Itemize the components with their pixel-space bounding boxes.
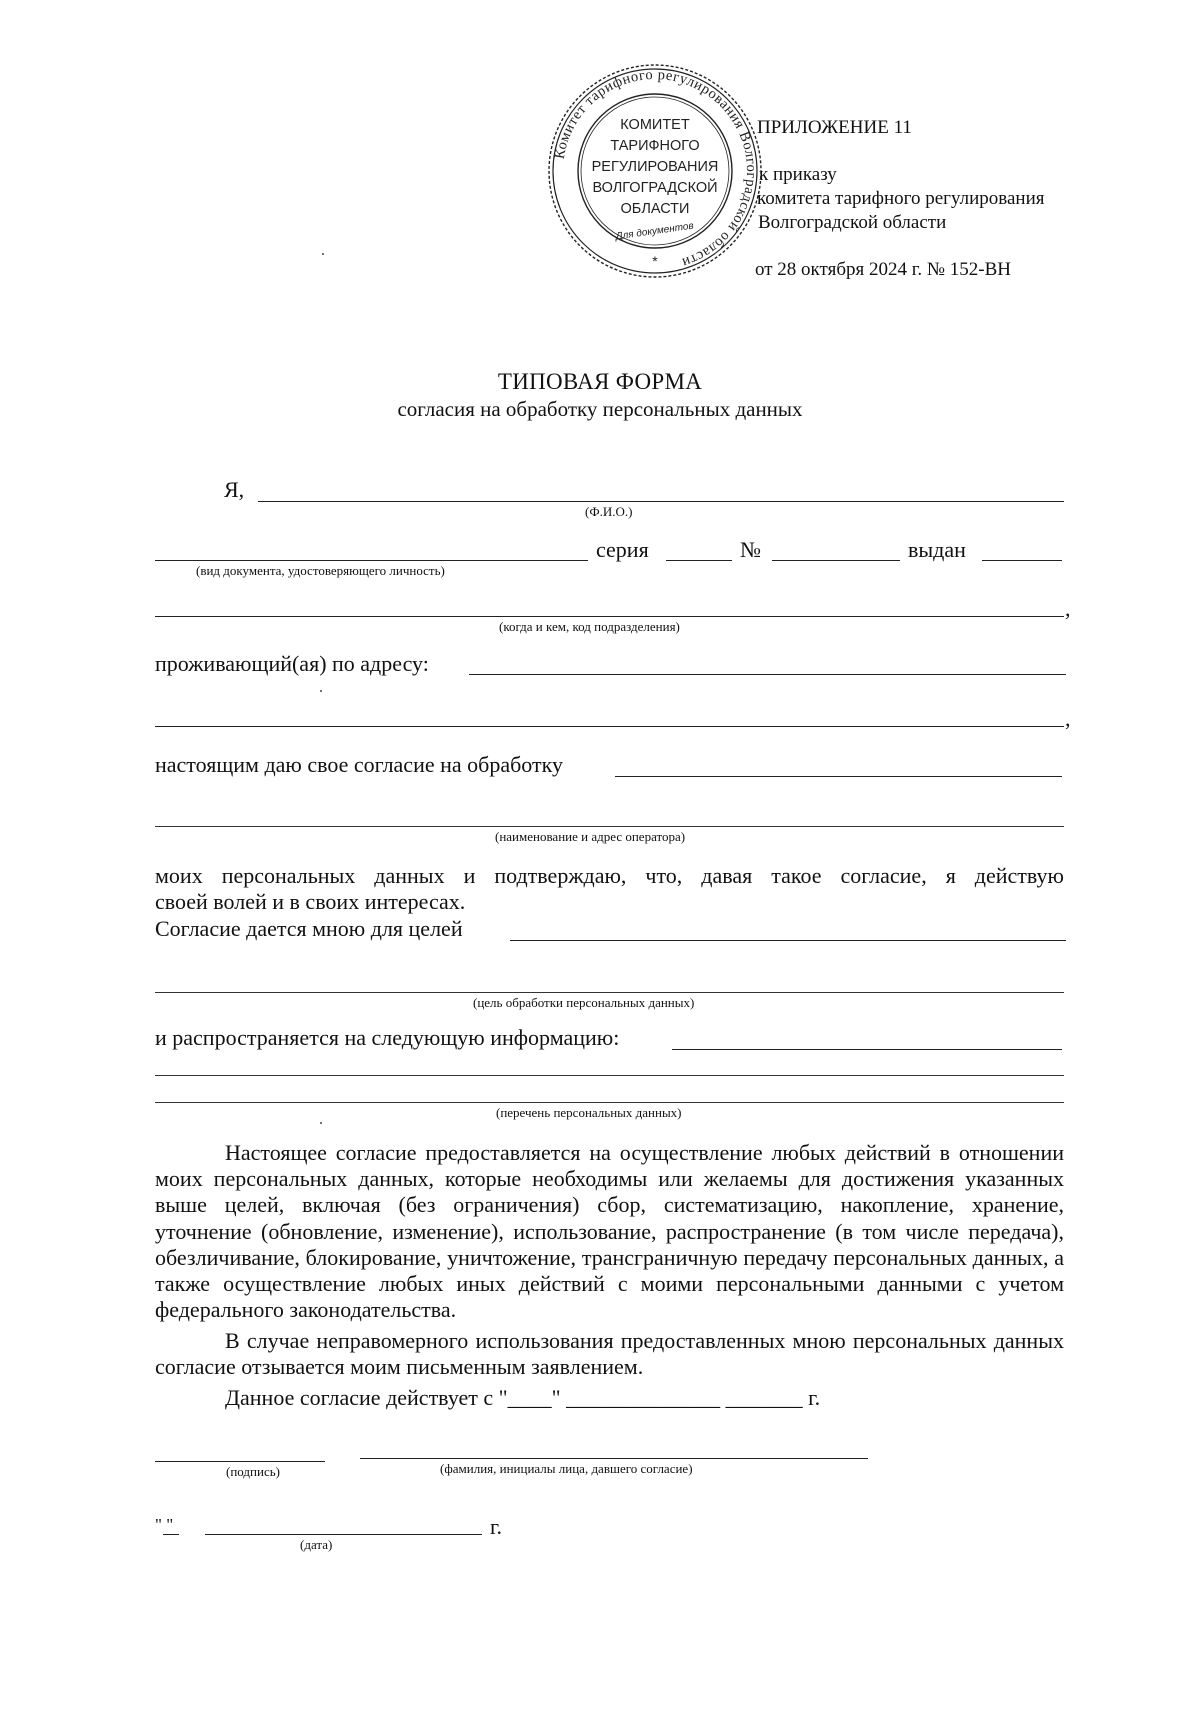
seal-bottom-label: Для документов [615,220,695,243]
seal-line-1: КОМИТЕТ [620,117,690,133]
fullname-field[interactable] [360,1458,868,1459]
number-label: № [740,537,761,562]
order-date-number: от 28 октября 2024 г. № 152-ВН [755,259,1011,280]
series-field[interactable] [666,560,732,561]
issued-by-field[interactable] [155,616,1064,617]
info-field-3[interactable] [155,1102,1064,1103]
document-title: ТИПОВАЯ ФОРМА [497,369,703,394]
date-day-field[interactable] [163,1534,179,1535]
scan-speck [322,253,324,255]
date-hint: (дата) [300,1537,333,1552]
official-seal [546,62,764,280]
issued-by-hint: (когда и кем, код подразделения) [499,619,680,634]
valid-from-line: Данное согласие действует с "____" ______________ _______ г. [225,1385,821,1410]
seal-line-4: ВОЛГОГРАДСКОЙ [592,180,718,196]
signature-hint: (подпись) [226,1464,280,1479]
issued-field[interactable] [982,560,1062,561]
committee-label: комитета тарифного регулирования [757,188,1045,209]
order-label: к приказу [759,164,837,185]
purpose-field-1[interactable] [510,940,1066,941]
date-year-suffix: г. [490,1514,503,1539]
svg-text:Комитет тарифного регулировани: Комитет тарифного регулирования Волгоградской области [551,66,760,271]
issued-label: выдан [908,537,966,562]
date-month-field[interactable] [205,1534,482,1535]
consent-paragraph-1: Настоящее согласие предоставляется на осуществление любых действий в отношении моих персональных данных, которые необходимы или желаемы для достижения указанных выше целей, включая (без ограничения) сбор, систематизацию, накопление, хранение, уточнение (обновление, изменение), использование, распространение (в том числе передача), обезличивание, блокирование, уничтожение, трансграничную передачу персональных данных, а также осуществление любых иных действий с моими персональными данными с учетом федерального законодательства. [155,1140,1064,1323]
statement-line-2: своей волей и в своих интересах. [155,889,466,914]
info-field-1[interactable] [672,1049,1062,1050]
seal-line-3: РЕГУЛИРОВАНИЯ [591,159,719,175]
address-label: проживающий(ая) по адресу: [155,651,429,676]
document-type-hint: (вид документа, удостоверяющего личность) [196,563,445,578]
seal-line-5: ОБЛАСТИ [620,201,690,217]
appendix-label: ПРИЛОЖЕНИЕ 11 [757,117,912,138]
purpose-hint: (цель обработки персональных данных) [473,995,695,1010]
address-field-2[interactable] [155,726,1064,727]
info-label: и распространяется на следующую информацию: [155,1025,620,1050]
purpose-field-2[interactable] [155,992,1064,993]
comma-1: , [1065,596,1071,621]
fullname-hint: (фамилия, инициалы лица, давшего согласие) [440,1461,693,1476]
fio-field[interactable] [258,501,1064,502]
comma-2: , [1065,706,1071,731]
series-label: серия [596,537,649,562]
consent-paragraph-2: В случае неправомерного использования предоставленных мною персональных данных согласие отзывается моим письменным заявлением. [155,1328,1064,1380]
operator-field-2[interactable] [155,826,1064,827]
region-label: Волгоградской области [758,212,947,233]
seal-line-2: ТАРИФНОГО [610,138,700,154]
consent-label: настоящим даю свое согласие на обработку [155,752,563,777]
operator-hint: (наименование и адрес оператора) [495,829,686,844]
info-hint: (перечень персональных данных) [496,1105,682,1120]
operator-field-1[interactable] [615,776,1062,777]
seal-star: * [652,253,658,269]
document-subtitle: согласия на обработку персональных данных [397,397,803,421]
document-type-field[interactable] [155,560,588,561]
purpose-label: Согласие дается мною для целей [155,916,463,941]
number-field[interactable] [772,560,900,561]
info-field-2[interactable] [155,1075,1064,1076]
date-quotes: " " [155,1515,174,1534]
statement-line-1: моих персональных данных и подтверждаю, что, давая такое согласие, я действую [155,863,1064,888]
signature-field[interactable] [155,1461,325,1462]
i-label: Я, [224,477,245,502]
fio-hint: (Ф.И.О.) [585,504,633,519]
address-field-1[interactable] [469,674,1066,675]
scan-speck [320,690,322,692]
scan-speck [320,1122,322,1124]
